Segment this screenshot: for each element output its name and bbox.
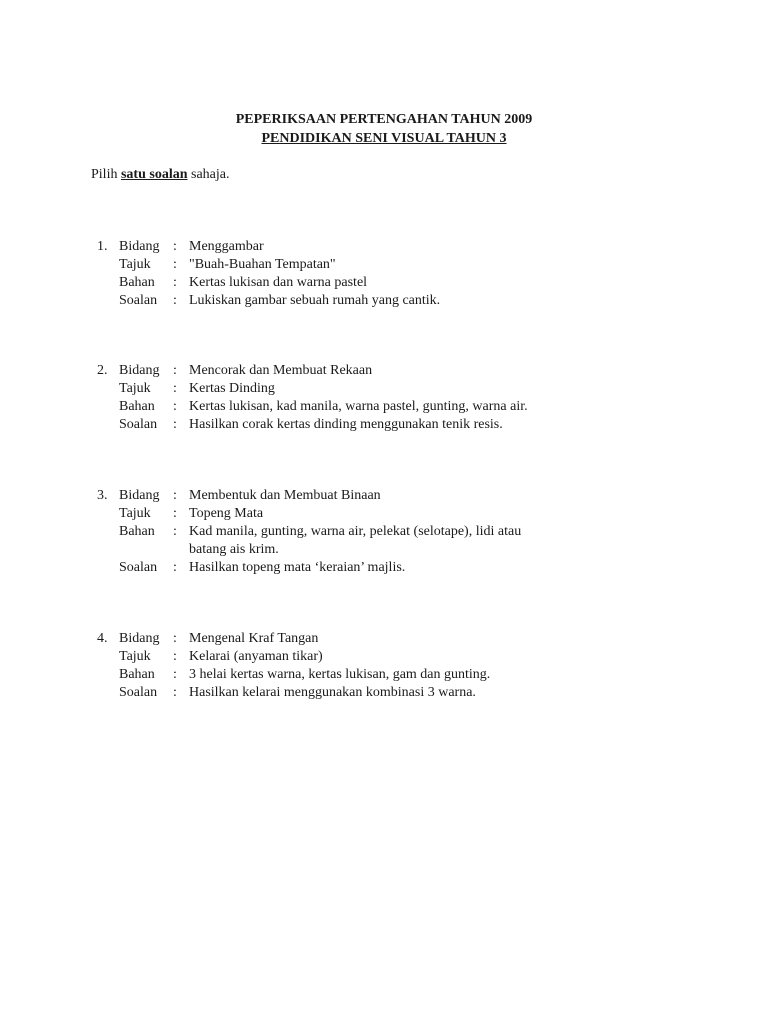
field-value: Kertas lukisan dan warna pastel bbox=[189, 275, 368, 290]
field-value: Hasilkan topeng mata ‘keraian’ majlis. bbox=[189, 560, 406, 575]
field-separator: : bbox=[173, 417, 177, 432]
field-label: Bahan bbox=[119, 667, 155, 682]
field-separator: : bbox=[173, 506, 177, 521]
field-separator: : bbox=[173, 293, 177, 308]
field-row-soalan bbox=[0, 292, 768, 310]
field-separator: : bbox=[173, 381, 177, 396]
field-value: Menggambar bbox=[189, 239, 264, 254]
instruction-prefix: Pilih bbox=[91, 167, 118, 182]
field-row-bahan bbox=[0, 398, 768, 416]
field-separator: : bbox=[173, 649, 177, 664]
field-separator: : bbox=[173, 685, 177, 700]
field-separator: : bbox=[173, 560, 177, 575]
field-label: Bidang bbox=[119, 239, 160, 254]
field-value: Kad manila, gunting, warna air, pelekat (selotape), lidi atau batang ais krim. bbox=[189, 524, 522, 557]
field-row-bahan bbox=[0, 274, 768, 292]
field-row-bidang bbox=[0, 362, 768, 380]
question-number: 1. bbox=[97, 239, 108, 254]
field-label: Soalan bbox=[119, 560, 158, 575]
question-1 bbox=[0, 238, 768, 310]
field-separator: : bbox=[173, 631, 177, 646]
field-value: Hasilkan corak kertas dinding menggunakan tenik resis. bbox=[189, 417, 503, 432]
field-row-bidang bbox=[0, 238, 768, 256]
field-row-tajuk bbox=[0, 648, 768, 666]
question-number: 4. bbox=[97, 631, 108, 646]
field-label: Bahan bbox=[119, 399, 155, 414]
field-label: Soalan bbox=[119, 293, 158, 308]
field-value: Mencorak dan Membuat Rekaan bbox=[189, 363, 373, 378]
field-label: Bahan bbox=[119, 524, 155, 539]
field-value: Kelarai (anyaman tikar) bbox=[189, 649, 323, 664]
field-separator: : bbox=[173, 239, 177, 254]
field-value: Lukiskan gambar sebuah rumah yang cantik. bbox=[189, 293, 441, 308]
field-value: Membentuk dan Membuat Binaan bbox=[189, 488, 381, 503]
field-row-tajuk bbox=[0, 256, 768, 274]
field-separator: : bbox=[173, 363, 177, 378]
field-value: Mengenal Kraf Tangan bbox=[189, 631, 319, 646]
field-label: Bahan bbox=[119, 275, 155, 290]
field-label: Bidang bbox=[119, 631, 160, 646]
field-row-tajuk bbox=[0, 380, 768, 398]
field-separator: : bbox=[173, 667, 177, 682]
question-number: 3. bbox=[97, 488, 108, 503]
field-label: Bidang bbox=[119, 488, 160, 503]
question-4 bbox=[0, 630, 768, 702]
field-label: Bidang bbox=[119, 363, 160, 378]
field-row-bahan bbox=[0, 666, 768, 684]
instruction-suffix: sahaja. bbox=[191, 167, 230, 182]
field-row-soalan bbox=[0, 684, 768, 702]
exam-subtitle: PENDIDIKAN SENI VISUAL TAHUN 3 bbox=[261, 131, 507, 146]
field-value: Topeng Mata bbox=[189, 506, 264, 521]
field-row-soalan bbox=[0, 559, 768, 577]
field-row-tajuk bbox=[0, 505, 768, 523]
field-row-soalan bbox=[0, 416, 768, 434]
field-separator: : bbox=[173, 524, 177, 539]
field-label: Tajuk bbox=[119, 381, 151, 396]
field-value: Kertas Dinding bbox=[189, 381, 275, 396]
field-separator: : bbox=[173, 488, 177, 503]
field-label: Soalan bbox=[119, 417, 158, 432]
question-3 bbox=[0, 487, 768, 577]
field-value: Hasilkan kelarai menggunakan kombinasi 3 warna. bbox=[189, 685, 476, 700]
field-label: Tajuk bbox=[119, 257, 151, 272]
field-separator: : bbox=[173, 275, 177, 290]
field-row-bidang bbox=[0, 630, 768, 648]
field-label: Tajuk bbox=[119, 649, 151, 664]
question-2 bbox=[0, 362, 768, 434]
instruction-emphasis: satu soalan bbox=[120, 167, 188, 182]
exam-title: PEPERIKSAAN PERTENGAHAN TAHUN 2009 bbox=[235, 112, 533, 127]
field-value: "Buah-Buahan Tempatan" bbox=[189, 257, 336, 272]
field-separator: : bbox=[173, 399, 177, 414]
field-value: 3 helai kertas warna, kertas lukisan, gam dan gunting. bbox=[189, 667, 491, 682]
question-number: 2. bbox=[97, 363, 108, 378]
field-label: Tajuk bbox=[119, 506, 151, 521]
field-separator: : bbox=[173, 257, 177, 272]
field-value: Kertas lukisan, kad manila, warna pastel, gunting, warna air. bbox=[189, 399, 528, 414]
field-row-bidang bbox=[0, 487, 768, 505]
instruction-line bbox=[91, 166, 229, 184]
field-label: Soalan bbox=[119, 685, 158, 700]
field-row-bahan bbox=[0, 523, 768, 559]
